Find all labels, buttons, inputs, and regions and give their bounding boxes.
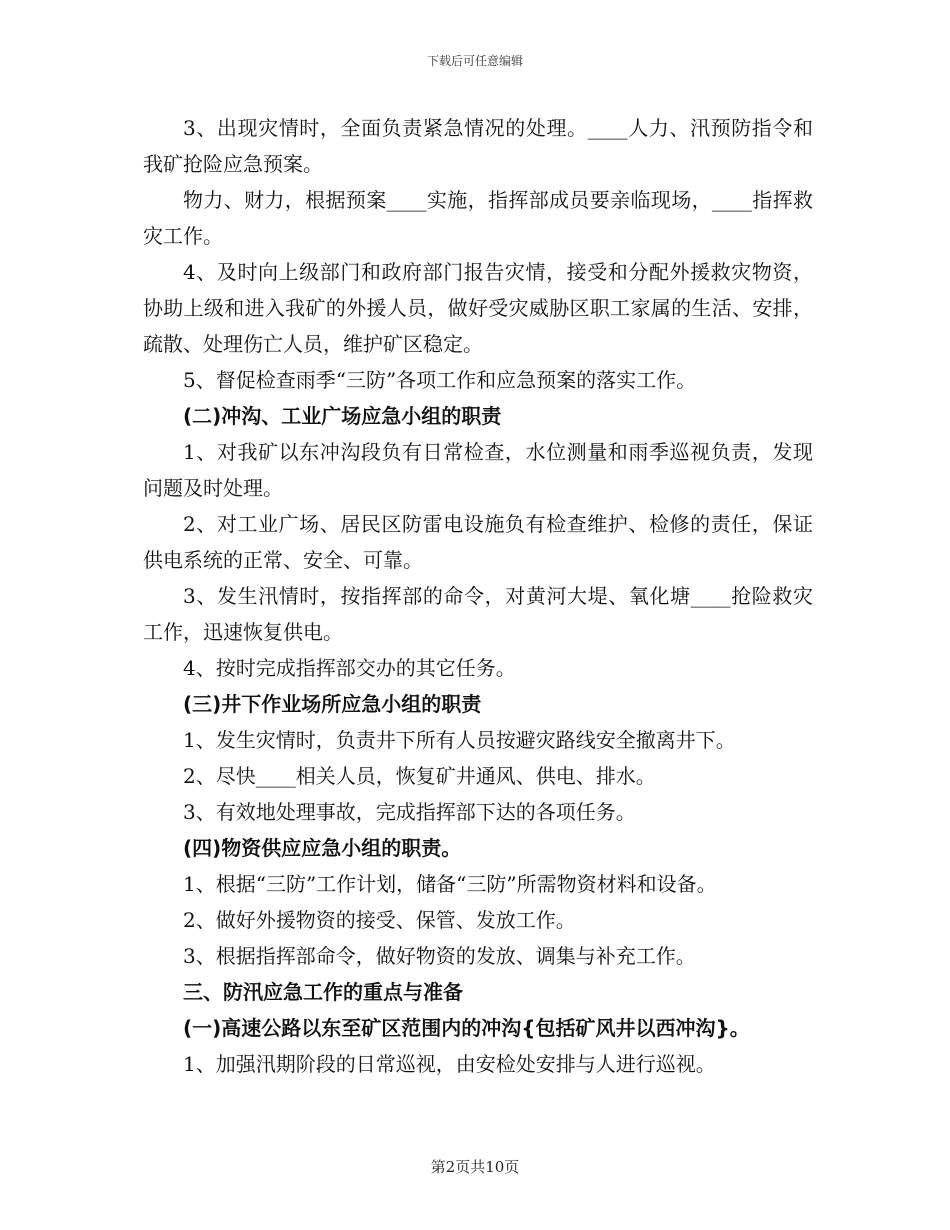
paragraph: 物力、财力，根据预案____实施，指挥部成员要亲临现场，____指挥救灾工作。 [143,188,813,248]
paragraph: 3、有效地处理事故，完成指挥部下达的各项任务。 [183,800,636,824]
paragraph: 5、督促检查雨季“三防”各项工作和应急预案的落实工作。 [183,368,697,392]
paragraph: 1、根据“三防”工作计划，储备“三防”所需物资材料和设备。 [183,872,717,896]
paragraph: 4、按时完成指挥部交办的其它任务。 [183,656,516,680]
page-number-footer: 第2页共10页 [430,1158,520,1176]
section-heading: 三、防汛应急工作的重点与准备 [183,980,463,1004]
paragraph: 1、加强汛期阶段的日常巡视，由安检处安排与人进行巡视。 [183,1052,716,1076]
paragraph: 1、对我矿以东冲沟段负有日常检查，水位测量和雨季巡视负责，发现问题及时处理。 [143,440,813,500]
paragraph: 4、及时向上级部门和政府部门报告灾情，接受和分配外援救灾物资，协助上级和进入我矿的外援人员，做好受灾威胁区职工家属的生活、安排，疏散、处理伤亡人员，维护矿区稳定。 [143,260,813,356]
paragraph: 3、根据指挥部命令，做好物资的发放、调集与补充工作。 [183,944,696,968]
section-heading: (三)井下作业场所应急小组的职责 [183,692,482,716]
paragraph: 3、发生汛情时，按指挥部的命令，对黄河大堤、氧化塘____抢险救灾工作，迅速恢复供电。 [143,584,813,644]
document-body [143,110,813,1082]
paragraph: 2、尽快____相关人员，恢复矿井通风、供电、排水。 [183,764,656,788]
paragraph: 1、发生灾情时，负责井下所有人员按避灾路线安全撤离井下。 [183,728,736,752]
paragraph: 2、做好外援物资的接受、保管、发放工作。 [183,908,576,932]
header-note: 下载后可任意编辑 [426,54,523,68]
section-heading: (二)冲沟、工业广场应急小组的职责 [183,404,502,428]
section-heading: (四)物资供应应急小组的职责。 [183,836,462,860]
section-heading: (一)高速公路以东至矿区范围内的冲沟{包括矿风井以西冲沟}。 [183,1016,750,1040]
paragraph: 2、对工业广场、居民区防雷电设施负有检查维护、检修的责任，保证供电系统的正常、安全、可靠。 [143,512,813,572]
paragraph: 3、出现灾情时，全面负责紧急情况的处理。____人力、汛预防指令和我矿抢险应急预案。 [143,116,813,176]
